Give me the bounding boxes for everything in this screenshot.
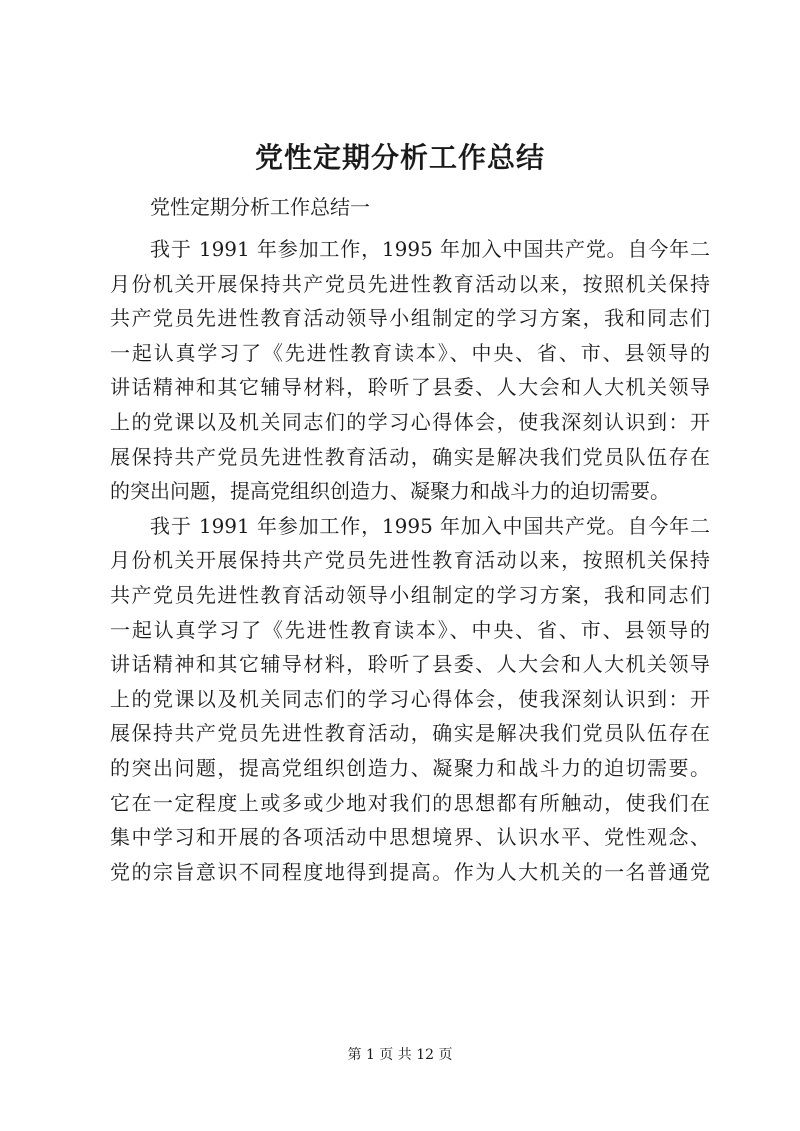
body-line: 展保持共产党员先进性教育活动，确实是解决我们党员队伍存在 <box>110 721 710 746</box>
body-line: 讲话精神和其它辅导材料，聆听了县委、人大会和人大机关领导 <box>110 652 710 677</box>
document-title: 党性定期分析工作总结 <box>254 141 545 174</box>
body-line: 我于 1991 年参加工作，1995 年加入中国共产党。自今年二 <box>150 513 710 538</box>
body-line: 集中学习和开展的各项活动中思想境界、认识水平、党性观念、 <box>110 825 710 850</box>
body-text <box>110 232 710 889</box>
body-line: 共产党员先进性教育活动领导小组制定的学习方案，我和同志们 <box>110 306 710 331</box>
body-line: 讲话精神和其它辅导材料，聆听了县委、人大会和人大机关领导 <box>110 375 710 400</box>
body-line: 的突出问题，提高党组织创造力、凝聚力和战斗力的迫切需要。 <box>110 479 670 504</box>
body-line: 一起认真学习了《先进性教育读本》、中央、省、市、县领导的 <box>110 617 710 642</box>
body-line: 共产党员先进性教育活动领导小组制定的学习方案，我和同志们 <box>110 582 710 607</box>
body-line: 它在一定程度上或多或少地对我们的思想都有所触动，使我们在 <box>110 790 710 815</box>
section-heading: 党性定期分析工作总结一 <box>150 195 370 219</box>
body-line: 我于 1991 年参加工作，1995 年加入中国共产党。自今年二 <box>150 237 710 261</box>
body-line: 月份机关开展保持共产党员先进性教育活动以来，按照机关保持 <box>110 548 710 573</box>
page-footer: 第 1 页 共 12 页 <box>347 1047 453 1063</box>
body-line: 上的党课以及机关同志们的学习心得体会，使我深刻认识到：开 <box>110 409 710 434</box>
body-line: 上的党课以及机关同志们的学习心得体会，使我深刻认识到：开 <box>110 686 710 711</box>
body-line: 展保持共产党员先进性教育活动，确实是解决我们党员队伍存在 <box>110 444 710 469</box>
body-line: 一起认真学习了《先进性教育读本》、中央、省、市、县领导的 <box>110 340 710 365</box>
body-line: 的突出问题，提高党组织创造力、凝聚力和战斗力的迫切需要。 <box>110 755 710 780</box>
body-line: 月份机关开展保持共产党员先进性教育活动以来，按照机关保持 <box>110 271 710 296</box>
body-line: 党的宗旨意识不同程度地得到提高。作为人大机关的一名普通党 <box>110 859 710 884</box>
